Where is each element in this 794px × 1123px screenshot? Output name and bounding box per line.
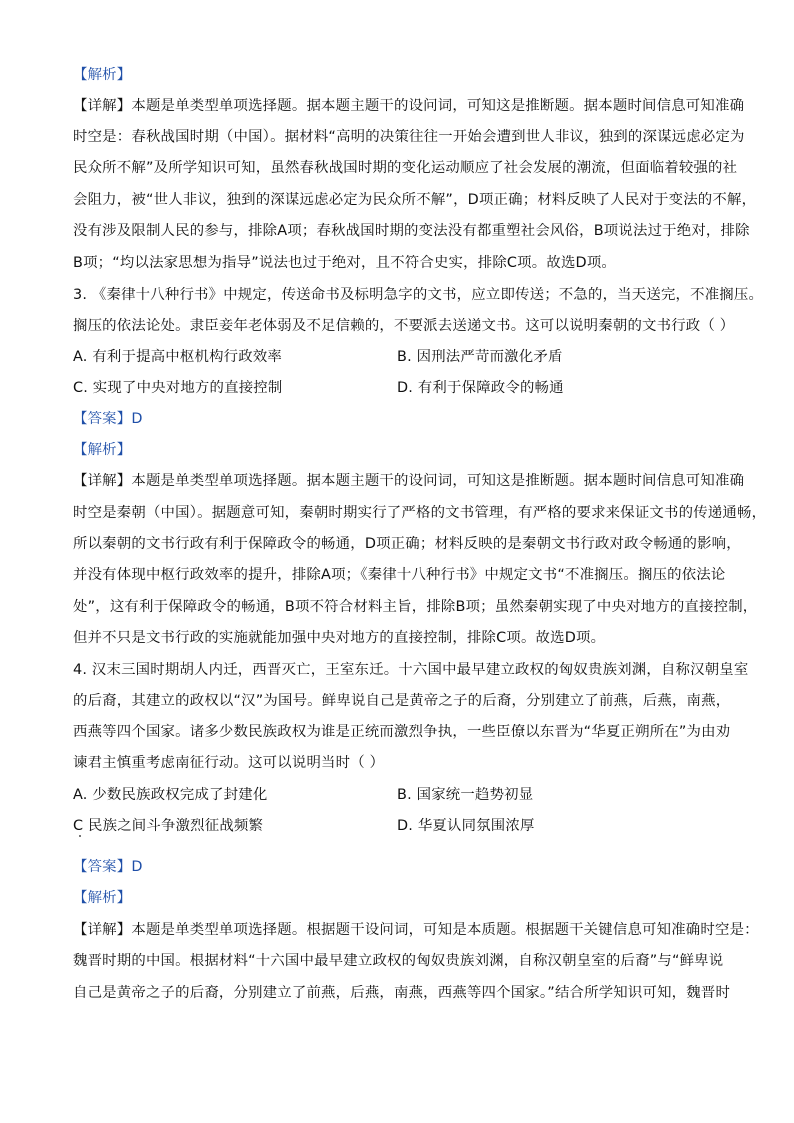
q3-option-c: C. 实现了中央对地方的直接控制 — [73, 380, 283, 396]
scan-mark — [79, 835, 81, 837]
detail-line: 会阻力，被“世人非议，独到的深谋远虑必定为民众所不解”，D项正确；材料反映了人民对于变法的不解， — [73, 192, 757, 208]
q4-option-a: A. 少数民族政权完成了封建化 — [73, 787, 268, 803]
analysis-label: 【解析】 — [73, 67, 132, 83]
detail-line: 魏晋时期的中国。根据材料“十六国中最早建立政权的匈奴贵族刘渊，自称汉朝皇室的后裔”与“鲜卑说 — [73, 953, 724, 969]
q3-option-b: B. 因刑法严苛而激化矛盾 — [397, 349, 563, 365]
q3-option-a: A. 有利于提高中枢机构行政效率 — [73, 349, 283, 365]
detail-line: 没有涉及限制人民的参与，排除A项；春秋战国时期的变法没有都重塑社会风俗，B项说法过于绝对，排除 — [73, 223, 750, 239]
question-3-line: 3. 《秦律十八种行书》中规定，传送命书及标明急字的文书，应立即传送；不急的，当天送完，不准搁压。 — [73, 287, 764, 303]
detail-line: 处”，这有利于保障政令的畅通，B项不符合材料主旨，排除B项；虽然秦朝实现了中央对地方的直接控制， — [73, 599, 758, 615]
detail-line: B项；“均以法家思想为指导”说法也过于绝对，且不符合史实，排除C项。故选D项。 — [73, 255, 616, 271]
answer-label: 【答案】D — [73, 859, 143, 875]
analysis-label: 【解析】 — [73, 442, 132, 458]
question-4-line: 谏君主慎重考虑南征行动。这可以说明当时（ ） — [73, 755, 385, 771]
q3-option-d: D. 有利于保障政令的畅通 — [397, 380, 564, 396]
detail-line: 民众所不解”及所学知识可知，虽然春秋战国时期的变化运动顺应了社会发展的潮流，但面临着较强的社 — [73, 160, 738, 176]
detail-line: 时空是秦朝（中国）。据题意可知，秦朝时期实行了严格的文书管理，有严格的要求来保证文书的传递通畅， — [73, 505, 767, 521]
question-4-line: 西燕等四个国家。诸多少数民族政权为谁是正统而激烈争执，一些臣僚以东晋为“华夏正朔所在”为由劝 — [73, 724, 731, 740]
analysis-label: 【解析】 — [73, 890, 132, 906]
q4-option-b: B. 国家统一趋势初显 — [397, 787, 534, 803]
detail-line: 但并不只是文书行政的实施就能加强中央对地方的直接控制，排除C项。故选D项。 — [73, 630, 606, 646]
question-4-line: 的后裔，其建立的政权以“汉”为国号。鲜卑说自己是黄帝之子的后裔，分别建立了前燕，后燕，南燕， — [73, 693, 731, 709]
q4-option-c: C 民族之间斗争激烈征战频繁 — [73, 818, 264, 834]
question-4-line: 4. 汉末三国时期胡人内迁，西晋灭亡，王室东迁。十六国中最早建立政权的匈奴贵族刘渊，自称汉朝皇室 — [73, 662, 749, 678]
detail-line: 时空是：春秋战国时期（中国）。据材料“高明的决策往往一开始会遭到世人非议，独到的深谋远虑必定为 — [73, 129, 745, 145]
detail-line: 自己是黄帝之子的后裔，分别建立了前燕，后燕，南燕，西燕等四个国家。”结合所学知识可知，魏晋时 — [73, 985, 731, 1001]
question-3-line: 搁压的依法论处。隶臣妾年老体弱及不足信赖的，不要派去送递文书。这可以说明秦朝的文书行政（ ） — [73, 318, 735, 334]
detail-line: 【详解】本题是单类型单项选择题。根据题干设问词，可知是本质题。根据题干关键信息可知准确时空是： — [73, 922, 759, 938]
detail-line: 【详解】本题是单类型单项选择题。据本题主题干的设问词，可知这是推断题。据本题时间信息可知准确 — [73, 473, 745, 489]
detail-line: 并没有体现中枢行政效率的提升，排除A项；《秦律十八种行书》中规定文书“不准搁压。搁压的依法论 — [73, 567, 726, 583]
detail-line: 所以秦朝的文书行政有利于保障政令的畅通，D项正确；材料反映的是秦朝文书行政对政令畅通的影响， — [73, 536, 741, 552]
detail-line: 【详解】本题是单类型单项选择题。据本题主题干的设问词，可知这是推断题。据本题时间信息可知准确 — [73, 98, 745, 114]
q4-option-d: D. 华夏认同氛围浓厚 — [397, 818, 535, 834]
answer-label: 【答案】D — [73, 411, 143, 427]
